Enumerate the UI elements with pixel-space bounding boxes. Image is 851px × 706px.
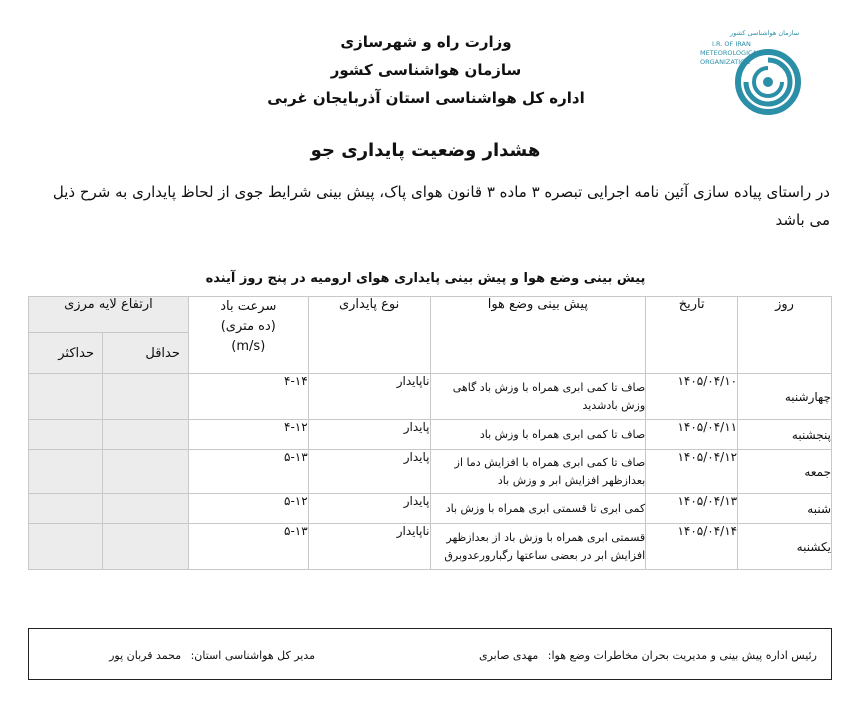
row-forecast-line1: کمی ابری تا قسمتی ابری همراه با وزش باد [445, 501, 646, 515]
logo-text-en-2: METEOROLOGICAL [700, 49, 761, 57]
row-boundary-min [102, 374, 188, 420]
row-forecast-line1: صاف تا کمی ابری همراه با افزایش دما از [454, 455, 646, 469]
row-wind [188, 450, 308, 494]
row-forecast-line1: صاف تا کمی ابری همراه با وزش باد [479, 427, 646, 441]
header-wind-height: (ده متری) [220, 319, 276, 334]
row-forecast [430, 524, 646, 570]
row-wind-value: ۴-۱۲ [284, 420, 308, 434]
row-wind-value: ۵-۱۲ [284, 494, 308, 508]
header-max: حداکثر [29, 333, 103, 374]
organization-header [200, 28, 652, 112]
row-wind-value: ۵-۱۳ [284, 450, 308, 464]
row-boundary-max [29, 450, 103, 494]
director-signature [109, 649, 315, 662]
header-wind [188, 297, 308, 374]
row-day: چهارشنبه [738, 374, 832, 420]
page-title: هشدار وضعیت پایداری جو [310, 140, 541, 161]
table-row [29, 420, 832, 450]
row-forecast [430, 450, 646, 494]
table-row [29, 450, 832, 494]
header-forecast: پیش بینی وضع هوا [430, 297, 646, 374]
header-day: روز [738, 297, 832, 374]
row-date: ۱۴۰۵/۰۴/۱۰ [646, 374, 738, 420]
row-date: ۱۴۰۵/۰۴/۱۲ [646, 450, 738, 494]
row-stability: ناپایدار [308, 524, 430, 570]
row-wind-value: ۴-۱۴ [284, 374, 308, 388]
forecast-head-name: مهدی صابری [479, 649, 539, 662]
table-row [29, 374, 832, 420]
row-stability: پایدار [308, 450, 430, 494]
table-title: پیش بینی وضع هوا و پیش بینی پایداری هوای ارومیه در پنج روز آینده [205, 271, 646, 286]
row-boundary-min [102, 450, 188, 494]
row-forecast [430, 494, 646, 524]
header-boundary-layer: ارتفاع لایه مرزی [29, 297, 189, 333]
row-day: یکشنبه [738, 524, 832, 570]
row-boundary-max [29, 524, 103, 570]
row-stability: پایدار [308, 420, 430, 450]
row-date: ۱۴۰۵/۰۴/۱۱ [646, 420, 738, 450]
row-forecast-line2: افزایش ابر در بعضی ساعتها رگبارورعدوبرق [444, 548, 646, 562]
header-date: تاریخ [646, 297, 738, 374]
row-forecast-line1: قسمتی ابری همراه با وزش باد از بعدازظهر [446, 530, 646, 544]
row-boundary-max [29, 494, 103, 524]
ministry-name: وزارت راه و شهرسازی [340, 33, 512, 51]
row-day: پنجشنبه [738, 420, 832, 450]
forecast-head-signature [479, 649, 817, 662]
row-boundary-min [102, 524, 188, 570]
row-wind [188, 494, 308, 524]
row-boundary-min [102, 494, 188, 524]
director-name: محمد قربان پور [109, 649, 182, 662]
row-forecast [430, 420, 646, 450]
row-day: جمعه [738, 450, 832, 494]
logo-text-en-3: ORGANIZATION [700, 58, 751, 66]
director-label: مدیر کل هواشناسی استان: [190, 649, 315, 662]
row-stability: ناپایدار [308, 374, 430, 420]
header-min: حداقل [102, 333, 188, 374]
row-forecast-line2: وزش بادشدید [582, 398, 646, 412]
row-boundary-min [102, 420, 188, 450]
meteorological-organization-logo [696, 24, 804, 116]
intro-paragraph: در راستای پیاده سازی آئین نامه اجرایی تبصره ۳ ماده ۳ قانون هوای پاک، پیش بینی شرایط جوی از لحاظ پایداری به شرح ذیل می باشد [52, 183, 830, 229]
organization-name: سازمان هواشناسی کشور [330, 61, 522, 79]
logo-text-fa: سازمان هواشناسی کشور [730, 29, 800, 37]
row-day: شنبه [738, 494, 832, 524]
forecast-table [28, 296, 832, 570]
table-row [29, 494, 832, 524]
row-wind [188, 524, 308, 570]
row-wind [188, 420, 308, 450]
row-forecast-line1: صاف تا کمی ابری همراه با وزش باد گاهی [452, 380, 646, 394]
header-stability: نوع پایداری [308, 297, 430, 374]
row-forecast-line2: بعدازظهر افزایش ابر و وزش باد [497, 473, 646, 487]
row-date: ۱۴۰۵/۰۴/۱۳ [646, 494, 738, 524]
forecast-head-label: رئیس اداره پیش بینی و مدیریت بحران مخاطرات وضع هوا: [547, 649, 817, 662]
row-date: ۱۴۰۵/۰۴/۱۴ [646, 524, 738, 570]
header-wind-label: سرعت باد [220, 299, 277, 314]
row-boundary-max [29, 420, 103, 450]
table-row [29, 524, 832, 570]
row-wind-value: ۵-۱۳ [284, 524, 308, 538]
logo-text-en-1: I.R. OF IRAN [712, 40, 751, 48]
row-stability: پایدار [308, 494, 430, 524]
header-wind-unit: (m/s) [231, 339, 266, 354]
row-wind [188, 374, 308, 420]
department-name: اداره کل هواشناسی استان آذربایجان غربی [267, 89, 585, 107]
row-boundary-max [29, 374, 103, 420]
signature-footer [28, 628, 832, 680]
row-forecast [430, 374, 646, 420]
